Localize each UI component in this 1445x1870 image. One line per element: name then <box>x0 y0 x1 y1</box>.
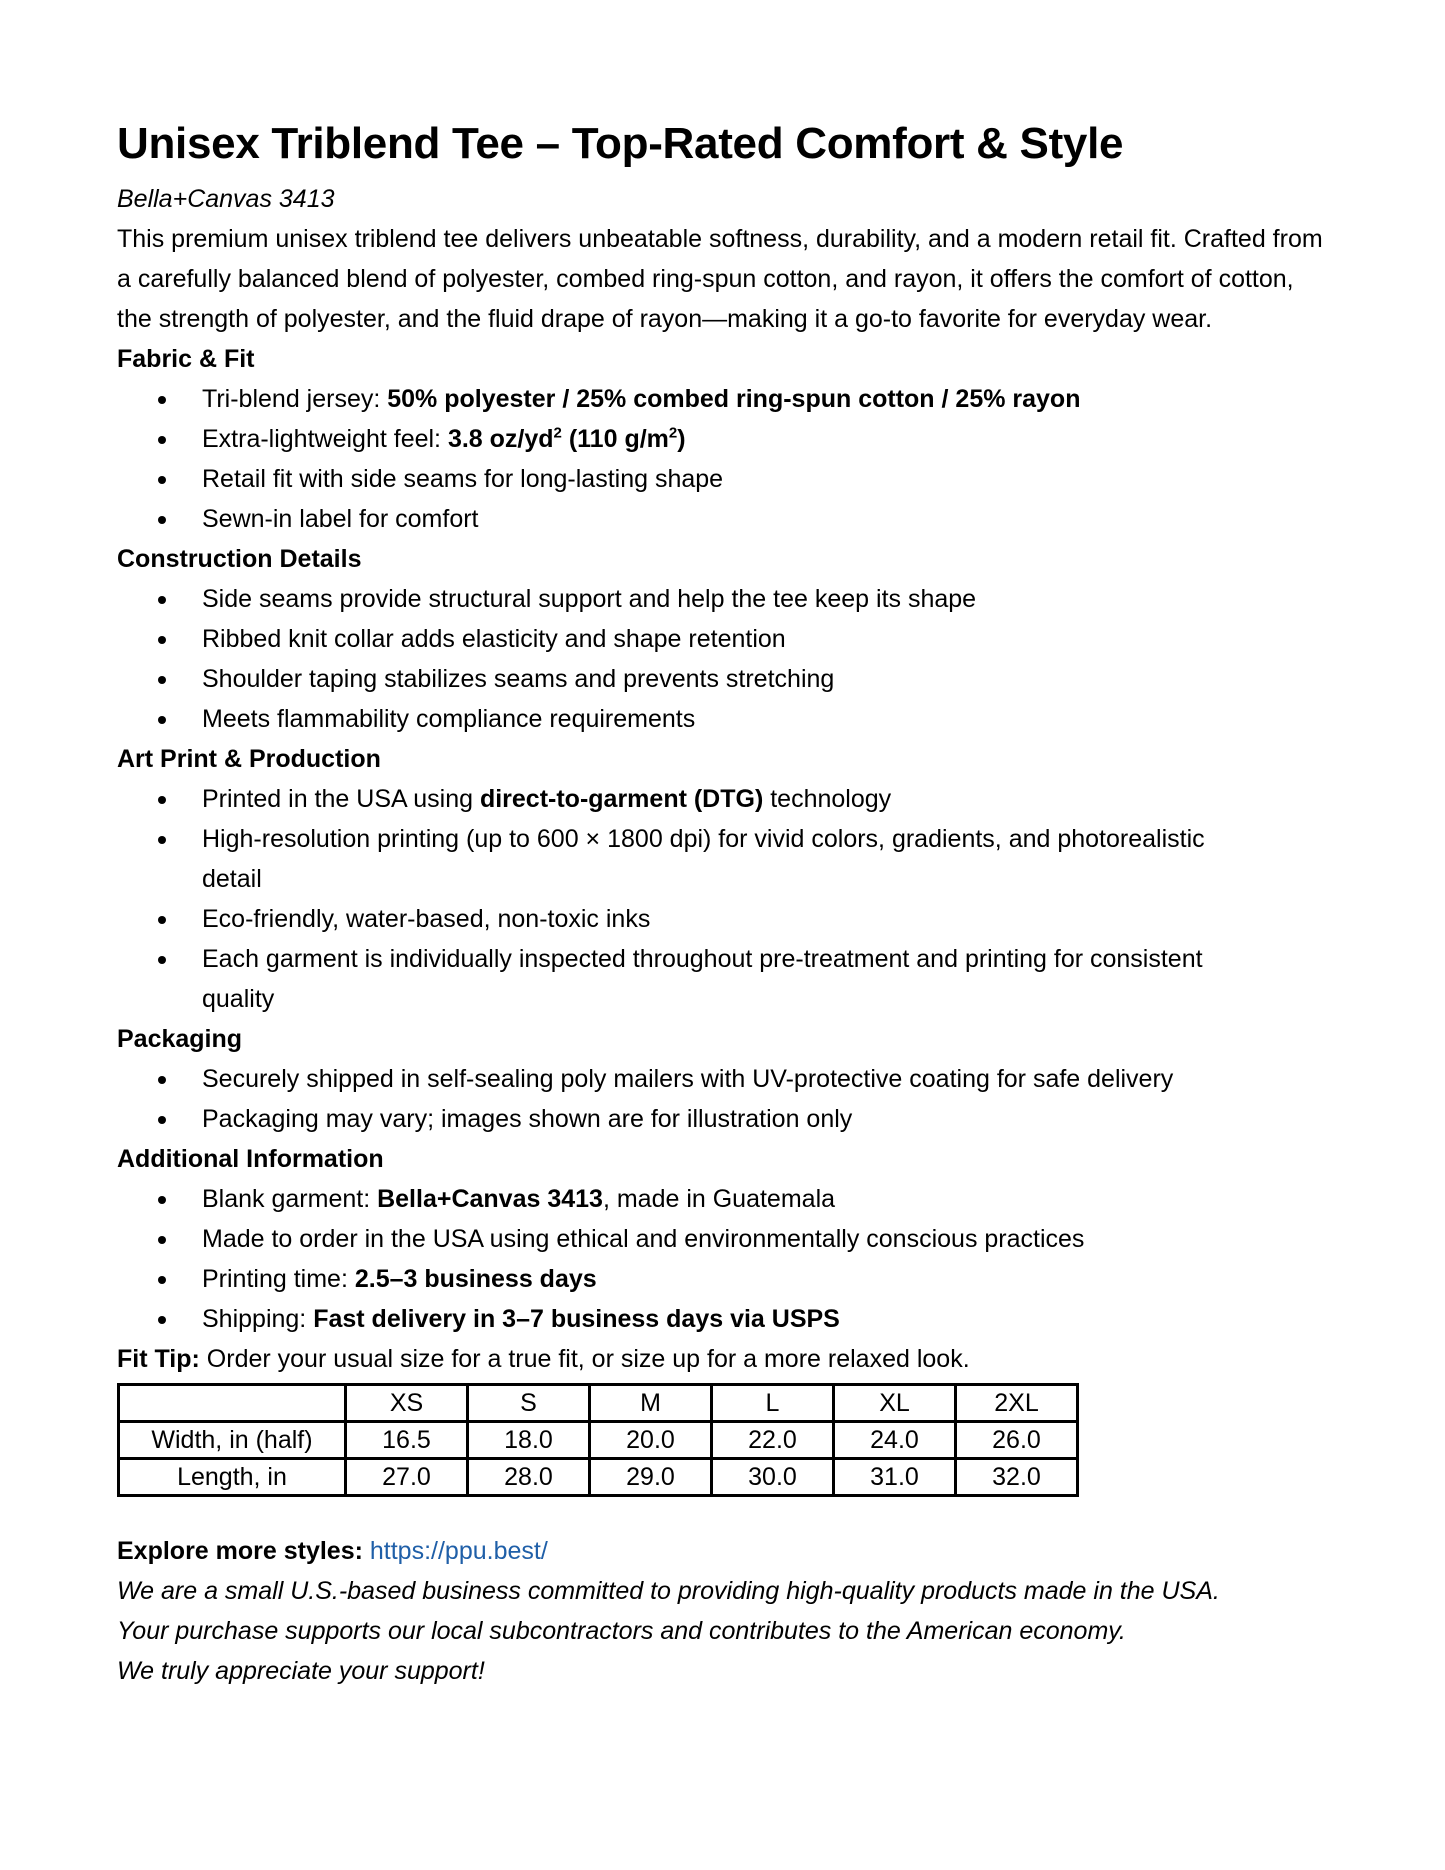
list-item: Retail fit with side seams for long-lasting shape <box>202 465 724 493</box>
footer-note-3: We truly appreciate your support! <box>117 1657 485 1685</box>
size-header-cell: XL <box>834 1385 956 1422</box>
size-header-cell: 2XL <box>956 1385 1078 1422</box>
list-item: Eco-friendly, water-based, non-toxic inks <box>202 905 651 933</box>
table-cell: 32.0 <box>956 1459 1078 1496</box>
list-item: High-resolution printing (up to 600 × 1800 dpi) for vivid colors, gradients, and photorealistic detail <box>202 825 1205 893</box>
list-item: Shoulder taping stabilizes seams and prevents stretching <box>202 665 835 693</box>
packaging-list <box>117 1059 1325 1139</box>
list-item: Blank garment: Bella+Canvas 3413, made in Guatemala <box>202 1185 836 1213</box>
list-item: Side seams provide structural support and help the tee keep its shape <box>202 585 977 613</box>
list-item: Each garment is individually inspected throughout pre-treatment and printing for consistent quality <box>202 945 1203 1013</box>
list-item: Printed in the USA using direct-to-garment (DTG) technology <box>202 785 892 813</box>
table-cell: 28.0 <box>468 1459 590 1496</box>
fabric-list <box>117 379 1325 539</box>
list-item: Shipping: Fast delivery in 3–7 business days via USPS <box>202 1305 840 1333</box>
list-item: Printing time: 2.5–3 business days <box>202 1265 597 1293</box>
size-header-cell: M <box>590 1385 712 1422</box>
fit-tip: Fit Tip: Order your usual size for a true fit, or size up for a more relaxed look. <box>117 1345 970 1373</box>
section-heading-art: Art Print & Production <box>117 745 381 773</box>
intro-paragraph: This premium unisex triblend tee delivers unbeatable softness, durability, and a modern retail fit. Crafted from a carefully balanced blend of polyester, combed ring-spun cotton, and rayon, it offers the comfort of cotton, the strength of polyester, and the fluid drape of rayon—making it a go-to favorite for everyday wear. <box>117 225 1323 333</box>
website-link[interactable]: https://ppu.best/ <box>369 1537 548 1565</box>
table-cell: 20.0 <box>590 1422 712 1459</box>
list-item: Sewn-in label for comfort <box>202 505 479 533</box>
list-item: Made to order in the USA using ethical and environmentally conscious practices <box>202 1225 1085 1253</box>
product-model: Bella+Canvas 3413 <box>117 185 335 213</box>
table-header-row <box>119 1385 1078 1422</box>
list-item: Tri-blend jersey: 50% polyester / 25% combed ring-spun cotton / 25% rayon <box>202 385 1081 413</box>
construction-list <box>117 579 1325 739</box>
page-title: Unisex Triblend Tee – Top-Rated Comfort & Style <box>117 119 1124 168</box>
table-row <box>119 1459 1078 1496</box>
table-cell: 16.5 <box>346 1422 468 1459</box>
table-corner-cell <box>119 1385 346 1422</box>
table-cell: 26.0 <box>956 1422 1078 1459</box>
list-item: Ribbed knit collar adds elasticity and shape retention <box>202 625 786 653</box>
list-item: Extra-lightweight feel: 3.8 $oz/yd^2$ (110 $g/m^2$) <box>202 424 686 453</box>
footer-note-2: Your purchase supports our local subcontractors and contributes to the American economy. <box>117 1617 1126 1645</box>
row-label-cell: Width, in (half) <box>119 1422 346 1459</box>
size-header-cell: L <box>712 1385 834 1422</box>
table-cell: 18.0 <box>468 1422 590 1459</box>
section-heading-packaging: Packaging <box>117 1025 243 1053</box>
table-cell: 29.0 <box>590 1459 712 1496</box>
size-header-cell: XS <box>346 1385 468 1422</box>
section-heading-fabric: Fabric & Fit <box>117 345 255 373</box>
table-cell: 31.0 <box>834 1459 956 1496</box>
explore-line: Explore more styles: https://ppu.best/ <box>117 1537 548 1565</box>
size-header-cell: S <box>468 1385 590 1422</box>
list-item: Packaging may vary; images shown are for illustration only <box>202 1105 853 1133</box>
additional-list <box>117 1179 1325 1339</box>
table-cell: 27.0 <box>346 1459 468 1496</box>
section-heading-additional: Additional Information <box>117 1145 384 1173</box>
footer-block <box>117 1531 1325 1691</box>
footer-note-1: We are a small U.S.-based business committed to providing high-quality products made in the USA. <box>117 1577 1220 1605</box>
size-chart-table <box>117 1383 1079 1497</box>
table-cell: 22.0 <box>712 1422 834 1459</box>
list-item: Meets flammability compliance requirements <box>202 705 696 733</box>
section-heading-construction: Construction Details <box>117 545 362 573</box>
table-cell: 30.0 <box>712 1459 834 1496</box>
list-item: Securely shipped in self-sealing poly mailers with UV-protective coating for safe delivery <box>202 1065 1174 1093</box>
table-cell: 24.0 <box>834 1422 956 1459</box>
row-label-cell: Length, in <box>119 1459 346 1496</box>
art-list <box>117 779 1325 1019</box>
table-row <box>119 1422 1078 1459</box>
